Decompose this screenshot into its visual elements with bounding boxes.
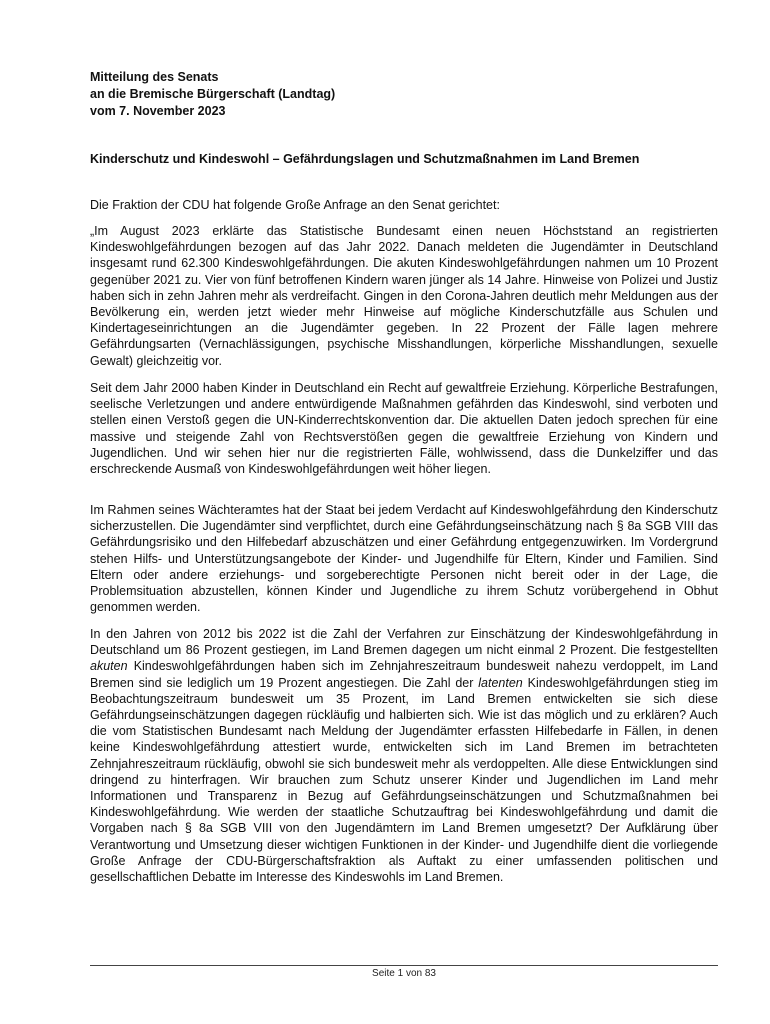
paragraph-4-part-b: Kindeswohlgefährdungen haben sich im Zehnjahreszeitraum bundesweit nahezu verdoppelt, im Land Bremen sind sie lediglich um 19 Prozent angestiegen. Die Zahl der — [90, 659, 718, 690]
paragraph-4-part-c: Kindeswohlgefährdungen stieg im Beobachtungszeitraum bundesweit um 35 Prozent, im Land Bremen entwickelten sie sich diese Gefährdungseinschätzungen dagegen rückläufig und halbierten sich. Wie ist das möglich und zu erklären? Auch die vom Statistischen Bundesamt nach Meldung der Jugendämter erfassten Hilfebedarfe in Fällen, in denen keine Kindeswohlgefährdung attestiert wurde, entwickelten sich im Land Bremen im betrachteten Zehnjahreszeitraum rückläufig, obwohl sie sich bundesweit mehr als verdoppelten. Alle diese Entwicklungen sind dringend zu hinterfragen. Wir brauchen zum Schutz unserer Kinder und Jugendlichen im Land mehr Informationen und Transparenz in Bezug auf Gefährdungseinschätzungen und Schutzmaßnahmen bei Kindeswohlgefährdung. Wie werden der staatliche Schutzauftrag bei Kindeswohlgefährdung und damit die Vorgaben nach § 8a SGB VIII von den Jugendämtern im Land Bremen umgesetzt? Der Aufklärung über Verantwortung und Umsetzung dieser wichtigen Funktionen in der Kinder- und Jugendhilfe dient die vorliegende Große Anfrage der CDU-Bürgerschaftsfraktion als Auftakt zu einer umfassenden politischen und gesellschaftlichen Debatte im Interesse des Kindeswohls im Land Bremen. — [90, 675, 718, 885]
document-title: Kinderschutz und Kindeswohl – Gefährdungslagen und Schutzmaßnahmen im Land Bremen — [90, 152, 640, 166]
paragraph-4-emphasis-latenten: latenten — [478, 675, 523, 690]
header-line-2: an die Bremische Bürgerschaft (Landtag) — [90, 87, 336, 101]
page-number: Seite 1 von 83 — [372, 968, 436, 979]
paragraph-4-part-a: In den Jahren von 2012 bis 2022 ist die Zahl der Verfahren zur Einschätzung der Kindeswohlgefährdung in Deutschland um 86 Prozent gestiegen, im Land Bremen dagegen um nicht einmal 2 Prozent. Die festgestellten — [90, 627, 718, 658]
header-line-1: Mitteilung des Senats — [90, 70, 219, 84]
document-header — [90, 69, 718, 120]
intro-sentence: Die Fraktion der CDU hat folgende Große Anfrage an den Senat gerichtet: — [90, 198, 500, 212]
paragraph-4 — [90, 626, 718, 885]
paragraph-1: „Im August 2023 erklärte das Statistische Bundesamt einen neuen Höchststand an registrierten Kindeswohlgefährdungen bezogen auf das Jahr 2022. Danach meldeten die Jugendämter in Deutschland insgesamt rund 62.300 Kindeswohlgefährdungen. Die akuten Kindeswohlgefährdungen nahmen um 10 Prozent gegenüber 2021 zu. Vier von fünf betroffenen Kindern waren jünger als 14 Jahre. Hinweise von Polizei und Justiz haben sich in zehn Jahren mehr als verdreifacht. Gingen in den Corona-Jahren deutlich mehr Meldungen aus der Bevölkerung ein, werden jetzt wieder mehr Hinweise auf mögliche Kinderschutzfälle aus Schulen und Kindertageseinrichtungen an die Jugendämter gegeben. In 22 Prozent der Fälle lagen mehrere Gefährdungsarten (Vernachlässigungen, psychische Misshandlungen, körperliche Misshandlungen, sexuelle Gewalt) gleichzeitig vor. — [90, 224, 718, 368]
header-line-3: vom 7. November 2023 — [90, 104, 226, 118]
paragraph-2: Seit dem Jahr 2000 haben Kinder in Deutschland ein Recht auf gewaltfreie Erziehung. Körperliche Bestrafungen, seelische Verletzungen und andere entwürdigende Maßnahmen gefährden das Kindeswohl, sind verboten und stellen einen Verstoß gegen die UN-Kinderrechtskonvention dar. Die aktuellen Daten jedoch sprechen für eine massive und steigende Zahl von Rechtsverstößen gegen die gewaltfreie Erziehung von Kindern und Jugendlichen. Und wir sehen hier nur die registrierten Fälle, wohlwissend, dass die Dunkelziffer und das erschreckende Ausmaß von Kindeswohlgefährdungen weit höher liegen. — [90, 381, 718, 477]
paragraph-4-emphasis-akuten: akuten — [90, 659, 128, 674]
footer-divider — [90, 965, 718, 966]
paragraph-3: Im Rahmen seines Wächteramtes hat der Staat bei jedem Verdacht auf Kindeswohlgefährdung den Kinderschutz sicherzustellen. Die Jugendämter sind verpflichtet, durch eine Gefährdungseinschätzung nach § 8a SGB VIII das Gefährdungsrisiko und den Hilfebedarf abzuschätzen und einer Gefährdung entgegenzuwirken. Im Vordergrund stehen Hilfs- und Unterstützungsangebote der Kinder- und Jugendhilfe für Eltern, Kinder und Familien. Sind Eltern oder andere erziehungs- und sorgeberechtigte Personen nicht bereit oder in der Lage, die Problemsituation abzustellen, können Kinder und Jugendliche zu ihrem Schutz vorübergehend in Obhut genommen werden. — [90, 503, 718, 615]
